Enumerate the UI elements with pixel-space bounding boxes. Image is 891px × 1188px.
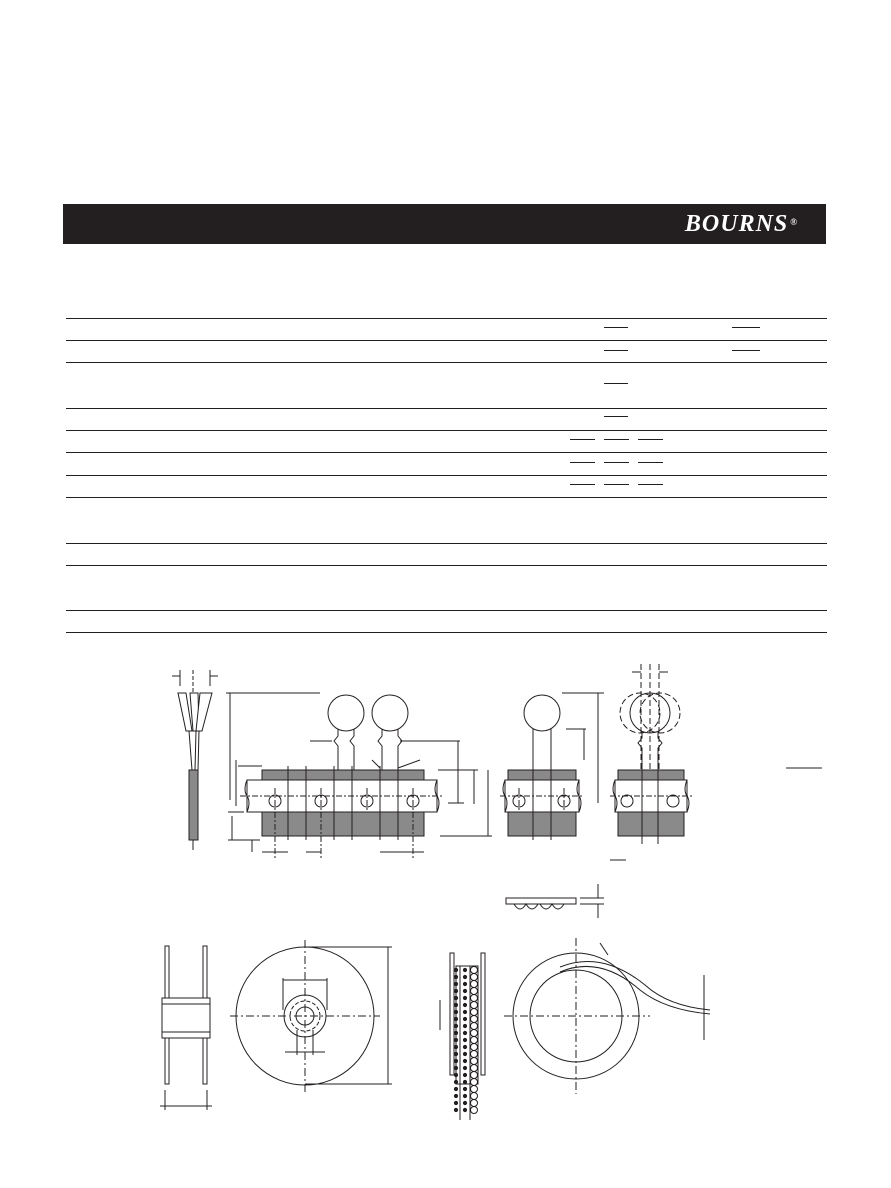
- tape-dot: [463, 989, 466, 992]
- tape-dot: [454, 996, 457, 999]
- tape-dot: [471, 1079, 478, 1086]
- tape-dot: [463, 1017, 466, 1020]
- tape-dot: [454, 982, 457, 985]
- tape-dot: [463, 1108, 466, 1111]
- tape-dot: [463, 1073, 466, 1076]
- tape-dot: [471, 1030, 478, 1037]
- tape-dot: [454, 989, 457, 992]
- tape-dot: [463, 1087, 466, 1090]
- tape-dot: [471, 1086, 478, 1093]
- tape-dot: [454, 1066, 457, 1069]
- tape-dot: [454, 1059, 457, 1062]
- tape-dot: [454, 1087, 457, 1090]
- tape-dot: [463, 975, 466, 978]
- tape-dot: [471, 988, 478, 995]
- tape-dot: [454, 1003, 457, 1006]
- tape-dot: [463, 1080, 466, 1083]
- tape-dot: [463, 1066, 466, 1069]
- tape-dot: [471, 967, 478, 974]
- tape-dot: [454, 1045, 457, 1048]
- tape-dot: [454, 1017, 457, 1020]
- tape-dot: [463, 1031, 466, 1034]
- tape-dot: [463, 1045, 466, 1048]
- tape-dot: [463, 1101, 466, 1104]
- side-view: [172, 670, 218, 850]
- tape-dot: [454, 1073, 457, 1076]
- tape-dot: [463, 1059, 466, 1062]
- tape-dot: [471, 1072, 478, 1079]
- tape-dot: [454, 968, 457, 971]
- reel-front-view: [230, 940, 392, 1092]
- tape-cross-section: [506, 884, 604, 918]
- tape-dot: [471, 1100, 478, 1107]
- reel-loaded-front-view: [504, 938, 710, 1094]
- tape-dot: [471, 981, 478, 988]
- tape-dot: [471, 1037, 478, 1044]
- tape-dot: [471, 995, 478, 1002]
- crimped-part-view: [610, 664, 822, 844]
- tape-dot: [463, 1024, 466, 1027]
- tape-dot: [463, 982, 466, 985]
- tape-dot: [471, 1009, 478, 1016]
- tape-dot: [463, 1038, 466, 1041]
- tape-dot: [463, 968, 466, 971]
- tape-dot: [463, 996, 466, 999]
- registered-mark: ®: [790, 217, 798, 227]
- tape-dot: [454, 1052, 457, 1055]
- tape-dot: [471, 1051, 478, 1058]
- reel-side-view: [160, 946, 212, 1110]
- single-part-view: [500, 693, 626, 860]
- tape-dot: [471, 974, 478, 981]
- front-view-tape: [226, 693, 492, 858]
- tape-dot: [463, 1010, 466, 1013]
- tape-dot: [454, 1038, 457, 1041]
- tape-dot: [471, 1023, 478, 1030]
- tape-dot: [471, 1016, 478, 1023]
- tape-dot: [454, 1010, 457, 1013]
- tape-dot: [454, 975, 457, 978]
- tape-dot: [454, 1101, 457, 1104]
- tape-dot: [463, 1094, 466, 1097]
- tape-dot: [471, 1093, 478, 1100]
- tape-dot: [471, 1002, 478, 1009]
- tape-dot: [471, 1065, 478, 1072]
- tape-dot: [454, 1080, 457, 1083]
- logo-text: BOURNS: [684, 211, 789, 237]
- tape-dot: [463, 1003, 466, 1006]
- tape-dot: [454, 1108, 457, 1111]
- tape-dot: [463, 1052, 466, 1055]
- tape-dot: [454, 1024, 457, 1027]
- tape-dot: [471, 1044, 478, 1051]
- tape-dot: [471, 1058, 478, 1065]
- tape-dot: [454, 1094, 457, 1097]
- reel-loaded-side-view: [440, 953, 485, 1120]
- tape-dot: [471, 1107, 478, 1114]
- tape-dot: [454, 1031, 457, 1034]
